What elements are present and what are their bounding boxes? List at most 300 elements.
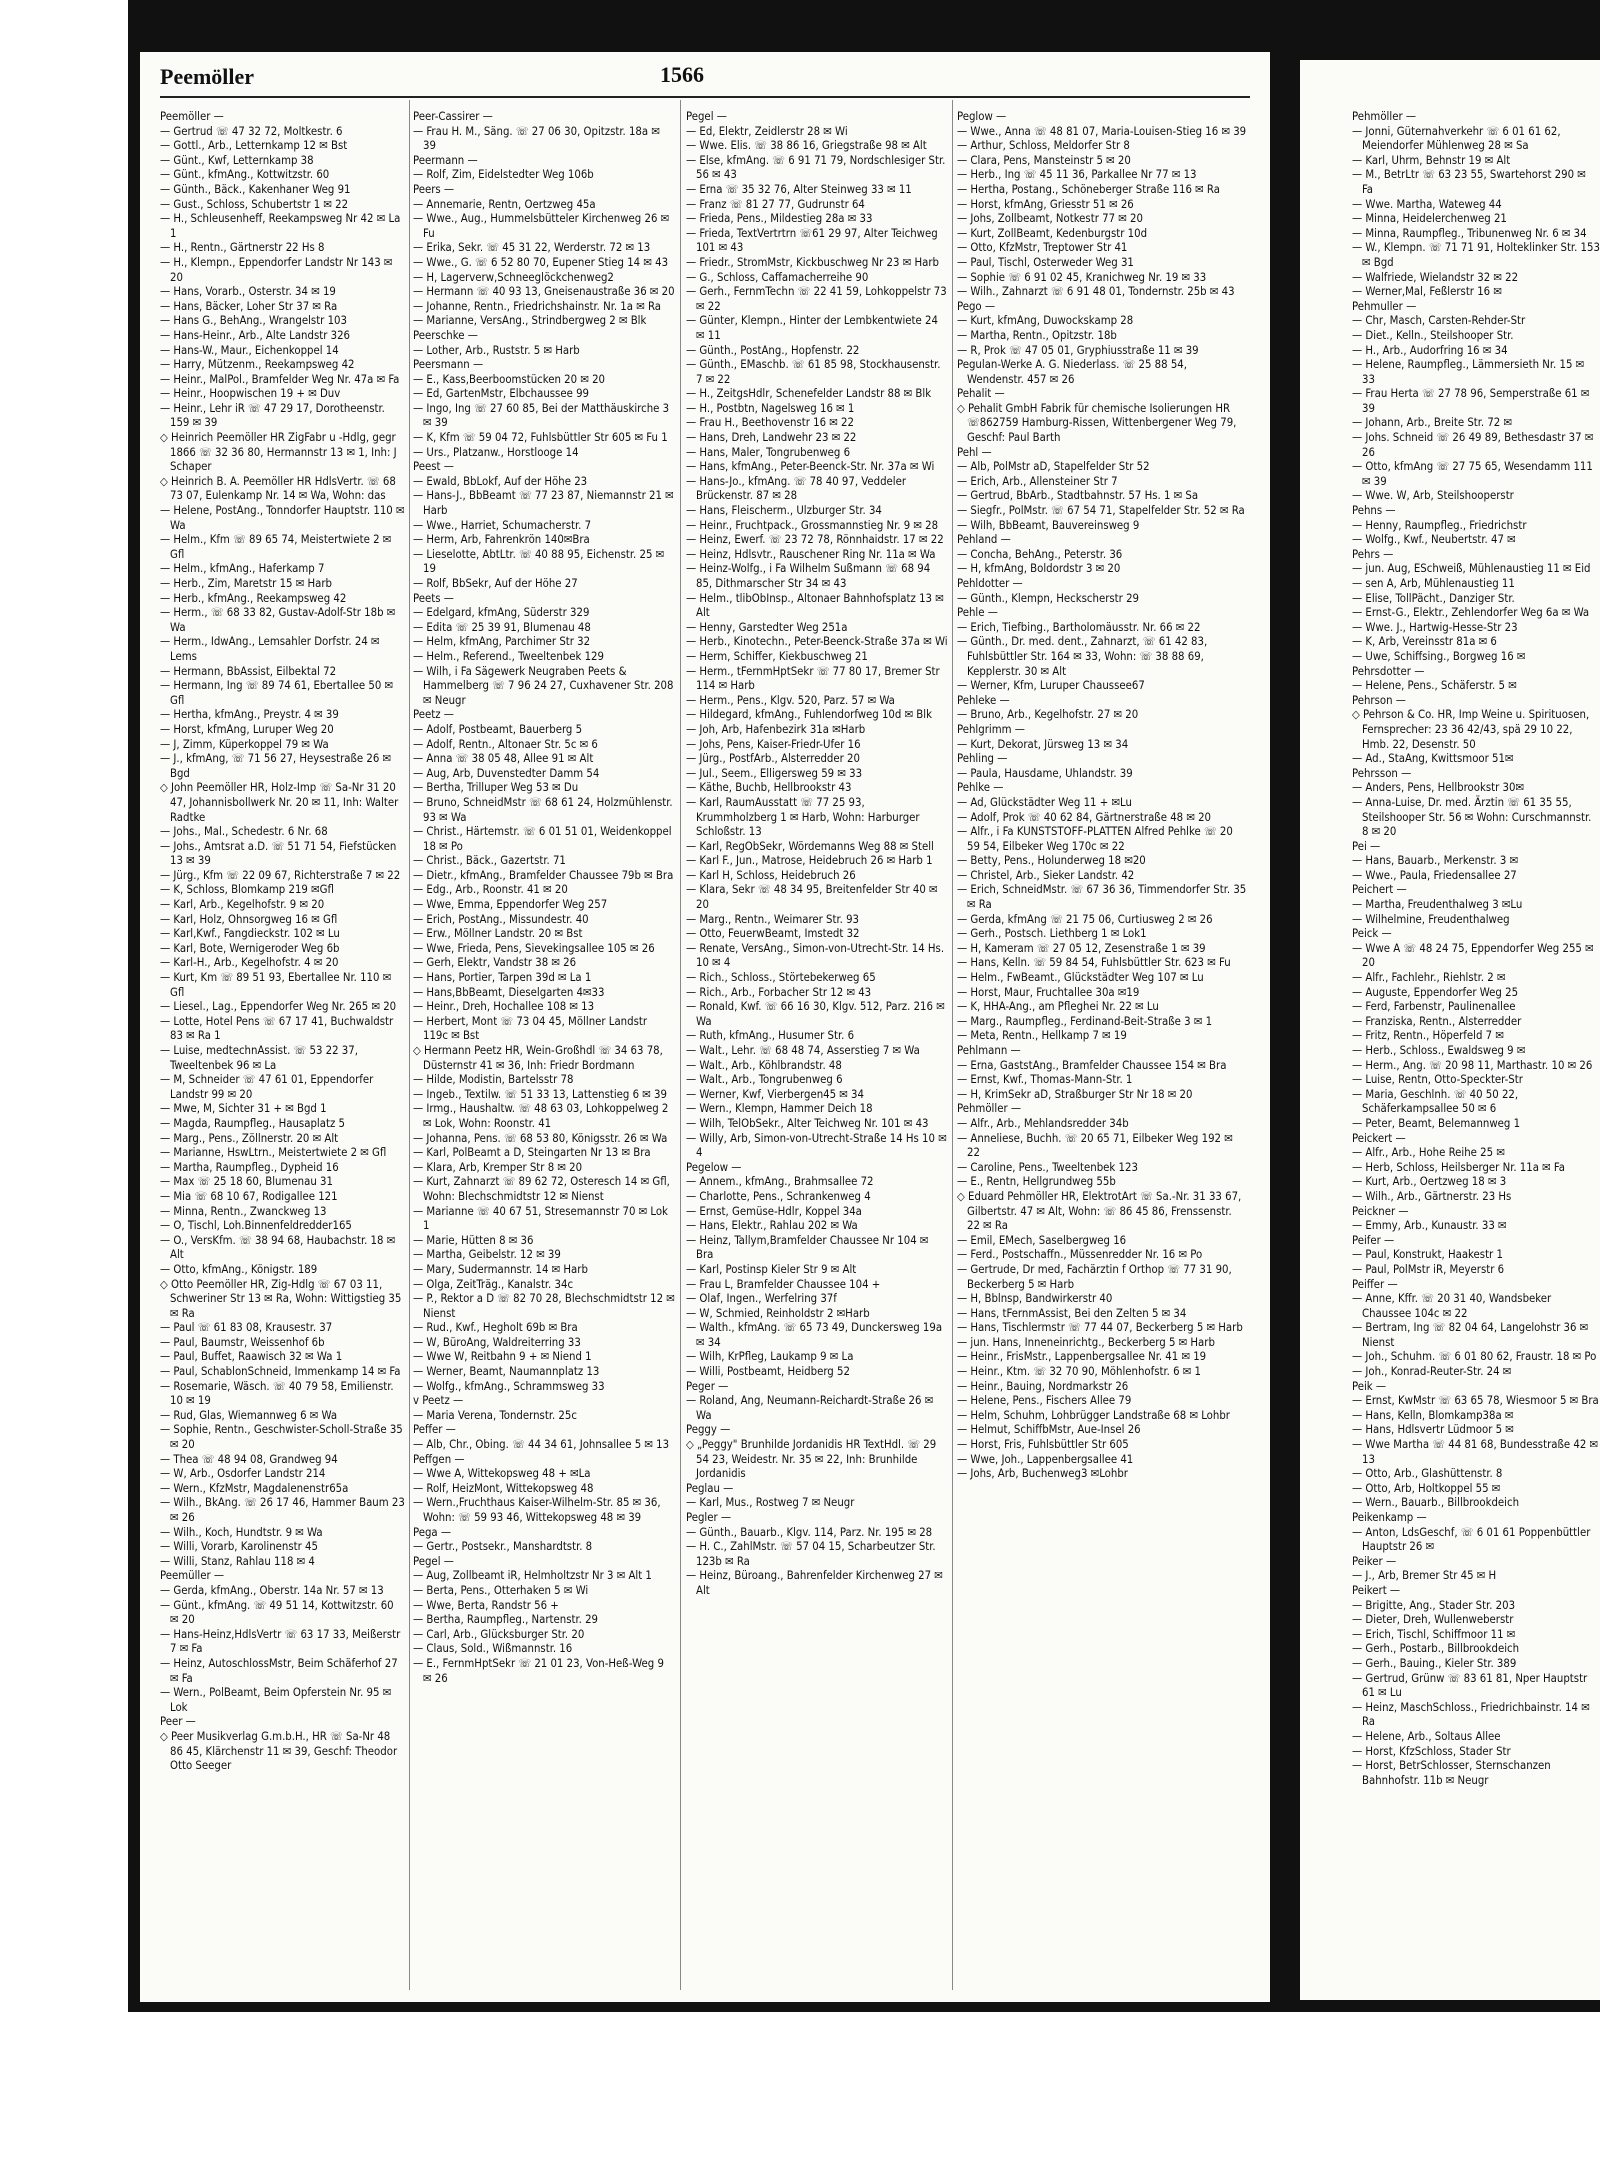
directory-entry: — Herb., Schloss., Ewaldsweg 9 ✉	[1352, 1044, 1526, 1057]
directory-entry: ◇ Otto Peemöller HR, Zig-Hdlg ☏ 67 03 11, Schweriner Str 13 ✉ Ra, Wohn: Wittigstieg 35 ✉ Ra	[160, 1277, 402, 1320]
directory-entry: — Franz ☏ 81 27 77, Gudrunstr 64	[686, 197, 865, 211]
directory-entry: — Erw., Möllner Landstr. 20 ✉ Bst	[413, 927, 583, 941]
directory-entry: — Elise, TollPächt., Danziger Str.	[1352, 591, 1515, 605]
directory-entry: — Wwe., Harriet, Schumacherstr. 7	[413, 518, 592, 532]
directory-entry: — Adolf, Prok ☏ 40 62 84, Gärtnerstraße 48 ✉ 20	[957, 810, 1212, 824]
directory-entry: — Gertrude, Dr med, Fachärztin f Orthop ☏ 77 31 90, Beckerberg 5 ✉ Harb	[957, 1262, 1232, 1291]
directory-entry: — Christ., Härtemstr. ☏ 6 01 51 01, Weidenkoppel 18 ✉ Po	[413, 825, 672, 853]
directory-entry: — Wilh., Koch, Hundtstr. 9 ✉ Wa	[160, 1525, 323, 1539]
directory-entry: — Wilh, i Fa Sägewerk Neugraben Peets & Hammelberg ☏ 7 96 24 27, Cuxhavener Str. 208 ✉ Neugr	[413, 664, 674, 707]
directory-entry: — jun. Hans, Inneneinrichtg., Beckerberg 5 ✉ Harb	[957, 1335, 1215, 1349]
column-divider	[952, 100, 953, 1990]
directory-entry: — Concha, BehAng., Peterstr. 36	[957, 547, 1123, 561]
directory-entry: — Max ☏ 25 18 60, Blumenau 31	[160, 1175, 333, 1189]
directory-entry: — K, Kfm ☏ 59 04 72, Fuhlsbüttler Str 605 ✉ Fu 1	[413, 431, 668, 445]
directory-entry: — Paul, Konstrukt, Haakestr 1	[1352, 1248, 1503, 1262]
directory-entry: — Hans, Maler, Tongrubenweg 6	[686, 445, 851, 459]
directory-entry: — Karl F., Jun., Matrose, Heidebruch 26 ✉ Harb 1	[686, 854, 933, 868]
directory-entry: Pehle —	[957, 606, 998, 620]
directory-entry: — Hans, Kelln, Blomkamp38a ✉	[1352, 1408, 1514, 1422]
directory-entry: — Alfr., Arb., Hohe Reihe 25 ✉	[1352, 1146, 1505, 1160]
directory-entry: — Olga, ZeitTräg., Kanalstr. 34c	[413, 1277, 574, 1291]
directory-entry: — Ruth, kfmAng., Husumer Str. 6	[686, 1029, 855, 1043]
directory-entry: — Erika, Sekr. ☏ 45 31 22, Werderstr. 72 ✉ 13	[413, 241, 651, 255]
directory-entry: — Ad, Glückstädter Weg 11 + ✉Lu	[957, 795, 1132, 809]
directory-entry: — Walfriede, Wielandstr 32 ✉ 22	[1352, 270, 1519, 284]
directory-entry: Pehns —	[1352, 504, 1396, 518]
directory-entry: — Helm., kfmAng., Haferkamp 7	[160, 562, 325, 576]
directory-entry: Peersmann —	[413, 358, 484, 372]
directory-entry: ◇ „Peggy" Brunhilde Jordanidis HR TextHdl. ☏ 29 54 23, Weidestr. Nr. 35 ✉ 22, Inh: Brunhilde Jordanidis	[686, 1438, 937, 1481]
directory-entry: — Bertha, Raumpfleg., Nartenstr. 29	[413, 1613, 599, 1627]
directory-entry: — Hans, Fleischerm., Ulzburger Str. 34	[686, 504, 882, 518]
directory-entry: — Otto, kfmAng ☏ 27 75 65, Wesendamm 111 ✉ 39	[1352, 460, 1593, 488]
directory-entry: — Luise, medtechnAssist. ☏ 53 22 37, Tweeltenbek 96 ✉ La	[160, 1044, 358, 1072]
directory-entry: — Mwe, M, Sichter 31 + ✉ Bgd 1	[160, 1102, 327, 1116]
directory-entry: — Wwe. Martha, Wateweg 44	[1352, 197, 1502, 211]
directory-entry: — Kurt, Zahnarzt ☏ 89 62 72, Osteresch 14 ✉ Gfl, Wohn: Blechschmidtstr 12 ✉ Nienst	[413, 1175, 670, 1203]
directory-entry: Pehland —	[957, 533, 1011, 547]
directory-entry: — Luise, Rentn, Otto-Speckter-Str	[1352, 1073, 1523, 1087]
directory-entry: — Magda, Raumpfleg., Hausaplatz 5	[160, 1116, 345, 1130]
directory-entry: — Werner, Kfm, Luruper Chaussee67	[957, 679, 1145, 693]
directory-entry: — Aug, Arb, Duvenstedter Damm 54	[413, 766, 600, 780]
directory-entry: — Johs., Mal., Schedestr. 6 Nr. 68	[160, 825, 328, 839]
directory-entry: — Hans-Heinz,HdlsVertr ☏ 63 17 33, Meißerstr 7 ✉ Fa	[160, 1627, 401, 1656]
directory-entry: — Renate, VersAng., Simon-von-Utrecht-Str. 14 Hs. 10 ✉ 4	[686, 941, 945, 970]
directory-entry: — Horst, kfmAng, Luruper Weg 20	[160, 722, 334, 736]
directory-entry: — Marianne, VersAng., Strindbergweg 2 ✉ Blk	[413, 314, 647, 328]
directory-entry: — Wwe., Paula, Friedensallee 27	[1352, 868, 1517, 882]
directory-entry: — Karl, Postinsp Kieler Str 9 ✉ Alt	[686, 1262, 857, 1276]
directory-entry: — O., VersKfm. ☏ 38 94 68, Haubachstr. 18 ✉ Alt	[160, 1233, 396, 1262]
directory-entry: — Bruno, SchneidMstr ☏ 68 61 24, Holzmühlenstr. 93 ✉ Wa	[413, 795, 673, 824]
directory-entry: — Herm., Ang. ☏ 20 98 11, Marthastr. 10 ✉ 26	[1352, 1058, 1593, 1072]
directory-entry: — Gottl., Arb., Letternkamp 12 ✉ Bst	[160, 139, 348, 153]
directory-entry: — Wwe, Berta, Randstr 56 +	[413, 1598, 559, 1612]
directory-entry: — Charlotte, Pens., Schrankenweg 4	[686, 1189, 871, 1203]
directory-entry: — Christel, Arb., Sieker Landstr. 42	[957, 868, 1135, 882]
column-divider	[680, 100, 681, 1990]
directory-entry: — Karl, Mus., Rostweg 7 ✉ Neugr	[686, 1496, 855, 1510]
directory-entry: — Lother, Arb., Ruststr. 5 ✉ Harb	[413, 343, 580, 357]
directory-entry: — Jonni, Güternahverkehr ☏ 6 01 61 62, Meiendorfer Mühlenweg 28 ✉ Sa	[1352, 124, 1561, 153]
directory-entry: Pegulan-Werke A. G. Niederlass. ☏ 25 88 54, Wendenstr. 457 ✉ 26	[957, 358, 1187, 386]
directory-entry: — Wwe., Anna ☏ 48 81 07, Maria-Louisen-Stieg 16 ✉ 39	[957, 124, 1247, 138]
directory-entry: — Heinr., MalPol., Bramfelder Weg Nr. 47a ✉ Fa	[160, 372, 400, 386]
directory-entry: — Heinz, Ewerf. ☏ 23 72 78, Rönnhaidstr. 17 ✉ 22	[686, 533, 944, 547]
directory-entry: — Wern., PolBeamt, Beim Opferstein Nr. 95 ✉ Lok	[160, 1686, 392, 1714]
directory-entry: — Wilh., Zahnarzt ☏ 6 91 48 01, Tondernstr. 25b ✉ 43	[957, 285, 1235, 299]
directory-entry: — Ernst-G., Elektr., Zehlendorfer Weg 6a ✉ Wa	[1352, 606, 1590, 620]
directory-entry: — Helmut, SchiffbMstr, Aue-Insel 26	[957, 1423, 1141, 1437]
directory-entry: — Heinz, MaschSchloss., Friedrichbainstr. 14 ✉ Ra	[1352, 1700, 1590, 1729]
directory-entry: — Rolf, BbSekr, Auf der Höhe 27	[413, 577, 578, 590]
directory-entry: Peglau —	[686, 1481, 734, 1495]
directory-entry: — Helm., Kfm ☏ 89 65 74, Meistertwiete 2 ✉ Gfl	[160, 533, 392, 561]
directory-entry: — W, Arb., Osdorfer Landstr 214	[160, 1467, 326, 1481]
directory-entry: Pega —	[413, 1525, 452, 1539]
directory-entry: — Heinr., Fruchtpack., Grossmannstieg Nr. 9 ✉ 28	[686, 518, 939, 532]
directory-entry: — Bertha, Trilluper Weg 53 ✉ Du	[413, 781, 579, 795]
directory-entry: — Carl, Arb., Glücksburger Str. 20	[413, 1627, 585, 1641]
directory-entry: — Rich., Arb., Forbacher Str 12 ✉ 43	[686, 985, 872, 999]
directory-entry: — Ronald, Kwf. ☏ 66 16 30, Klgv. 512, Parz. 216 ✉ Wa	[686, 1000, 945, 1028]
directory-entry: — Wwe Martha ☏ 44 81 68, Bundesstraße 42 ✉ 13	[1352, 1438, 1599, 1466]
directory-entry: — Walt., Lehr. ☏ 68 48 74, Asserstieg 7 ✉ Wa	[686, 1044, 920, 1057]
directory-entry: — Herm., IdwAng., Lemsahler Dorfstr. 24 ✉ Lems	[160, 635, 380, 663]
directory-entry: — Hans, Bäcker, Loher Str 37 ✉ Ra	[160, 299, 338, 313]
directory-entry: — Karl,Kwf., Fangdieckstr. 102 ✉ Lu	[160, 927, 340, 941]
directory-entry: — Heinz-Wolfg., i Fa Wilhelm Sußmann ☏ 68 94 85, Dithmarscher Str 34 ✉ 43	[686, 562, 931, 590]
directory-entry: — Hans, Tischlermstr ☏ 77 44 07, Beckerberg 5 ✉ Harb	[957, 1321, 1243, 1335]
directory-entry: Pehrson —	[1352, 693, 1406, 707]
directory-entry: — Frau H. M., Säng. ☏ 27 06 30, Opitzstr. 18a ✉ 39	[413, 124, 660, 153]
directory-entry: — Hans, Dreh, Landwehr 23 ✉ 22	[686, 431, 857, 445]
scan-margin-left	[0, 0, 128, 2177]
directory-entry: Peger —	[686, 1379, 729, 1393]
directory-entry: — Henny, Garstedter Weg 251a	[686, 620, 848, 634]
directory-entry: — Emil, EMech, Saselbergweg 16	[957, 1233, 1127, 1247]
directory-entry: — Helene, Pens., Fischers Allee 79	[957, 1394, 1132, 1408]
directory-entry: — O, Tischl, Loh.Binnenfeldredder165	[160, 1219, 352, 1233]
directory-entry: — Otto, KfzMstr, Treptower Str 41	[957, 241, 1128, 255]
directory-entry: — Wilh, TelObSekr., Alter Teichweg Nr. 101 ✉ 43	[686, 1116, 929, 1130]
directory-entry: — Hans, Kelln. ☏ 59 84 54, Fuhlsbüttler Str. 623 ✉ Fu	[957, 956, 1231, 970]
directory-entry: — Mary, Sudermannstr. 14 ✉ Harb	[413, 1262, 588, 1276]
directory-entry: — Gertrud, Grünw ☏ 83 61 81, Nper Hauptstr 61 ✉ Lu	[1352, 1671, 1588, 1700]
directory-entry: — Wern., Klempn, Hammer Deich 18	[686, 1102, 873, 1116]
directory-entry: — Anneliese, Buchh. ☏ 20 65 71, Eilbeker Weg 192 ✉ 22	[957, 1131, 1233, 1160]
directory-entry: — Urs., Platzanw., Horstlooge 14	[413, 445, 579, 459]
directory-column-4	[957, 110, 1247, 1990]
directory-entry: — Erna, GaststAng., Bramfelder Chaussee 154 ✉ Bra	[957, 1058, 1227, 1072]
directory-entry: — Erna ☏ 35 32 76, Alter Steinweg 33 ✉ 11	[686, 182, 912, 196]
directory-entry: — Günth., Bauarb., Klgv. 114, Parz. Nr. 195 ✉ 28	[686, 1525, 933, 1539]
directory-entry: — Hans,BbBeamt, Dieselgarten 4✉33	[413, 985, 605, 999]
directory-entry: Peiffer —	[1352, 1277, 1398, 1291]
directory-entry: Pei —	[1352, 839, 1381, 853]
directory-entry: — Emmy, Arb., Kunaustr. 33 ✉	[1352, 1219, 1507, 1233]
directory-entry: — Wwe., G. ☏ 6 52 80 70, Eupener Stieg 14 ✉ 43	[413, 255, 669, 269]
directory-entry: — Günth., EMaschb. ☏ 61 85 98, Stockhausenstr. 7 ✉ 22	[686, 358, 941, 386]
directory-entry: Peest —	[413, 460, 454, 474]
directory-entry: — Betty, Pens., Holunderweg 18 ✉20	[957, 854, 1146, 868]
directory-entry: — Otto, FeuerwBeamt, Imstedt 32	[686, 927, 860, 941]
directory-entry: — Alfr., Fachlehr., Riehlstr. 2 ✉	[1352, 971, 1506, 985]
directory-entry: — Käthe, Buchb, Hellbrookstr 43	[686, 781, 852, 795]
directory-entry: — Otto, Arb., Glashüttenstr. 8	[1352, 1467, 1503, 1481]
directory-entry: Pehrs —	[1352, 547, 1394, 561]
directory-entry: — Lieselotte, AbtLtr. ☏ 40 88 95, Eichenstr. 25 ✉ 19	[413, 547, 665, 576]
directory-entry: — Hans, Vorarb., Osterstr. 34 ✉ 19	[160, 285, 336, 299]
directory-entry: — Wwe. Elis. ☏ 38 86 16, Griegstraße 98 ✉ Alt	[686, 139, 927, 153]
directory-entry: — Friedr., StromMstr, Kickbuschweg Nr 23 ✉ Harb	[686, 255, 939, 269]
directory-entry: — H, KrimSekr aD, Straßburger Str Nr 18 ✉ 20	[957, 1087, 1193, 1101]
directory-entry: — Johs. Schneid ☏ 26 49 89, Bethesdastr 37 ✉ 26	[1352, 431, 1594, 459]
directory-entry: — Hilde, Modistin, Bartelsstr 78	[413, 1073, 574, 1087]
directory-entry: — Hermann, BbAssist, Eilbektal 72	[160, 664, 337, 678]
directory-entry: — Paul, PolMstr iR, Meyerstr 6	[1352, 1262, 1505, 1276]
directory-entry: — W., Klempn. ☏ 71 71 91, Holteklinker Str. 153 ✉ Bgd	[1352, 241, 1600, 269]
directory-entry: — Günt., Kwf, Letternkamp 38	[160, 153, 314, 167]
directory-entry: v Peetz —	[413, 1394, 464, 1408]
directory-entry: — Ad., StaAng, Kwittsmoor 51✉	[1352, 752, 1514, 766]
directory-entry: — Bruno, Arb., Kegelhofstr. 27 ✉ 20	[957, 708, 1139, 722]
directory-entry: — Karl, Arb., Kegelhofstr. 9 ✉ 20	[160, 898, 325, 912]
directory-entry: — Heinr., Lehr iR ☏ 47 29 17, Dorotheenstr. 159 ✉ 39	[160, 401, 385, 430]
directory-entry: — Auguste, Eppendorfer Weg 25	[1352, 985, 1519, 999]
directory-entry: — Günth., Bäck., Kakenhaner Weg 91	[160, 182, 351, 196]
directory-entry: — Günth., PostAng., Hopfenstr. 22	[686, 343, 860, 357]
directory-entry: — Wolfg., kfmAng., Schrammsweg 33	[413, 1379, 605, 1393]
directory-entry: — Lotte, Hotel Pens ☏ 67 17 41, Buchwaldstr 83 ✉ Ra 1	[160, 1014, 394, 1043]
directory-entry: — Hertha, kfmAng., Preystr. 4 ✉ 39	[160, 708, 339, 722]
directory-entry: — Martha, Geibelstr. 12 ✉ 39	[413, 1248, 561, 1262]
directory-entry: — Ferd., Postschaffn., Müssenredder Nr. 16 ✉ Po	[957, 1248, 1203, 1262]
directory-entry: — Wilh, BbBeamt, Bauvereinsweg 9	[957, 518, 1140, 532]
directory-entry: — Herm., tFernmHptSekr ☏ 77 80 17, Bremer Str 114 ✉ Harb	[686, 664, 940, 693]
directory-entry: — Marg., Raumpfleg., Ferdinand-Beit-Straße 3 ✉ 1	[957, 1014, 1213, 1028]
directory-entry: — Rosemarie, Wäsch. ☏ 40 79 58, Emilienstr. 10 ✉ 19	[160, 1379, 394, 1408]
directory-entry: Peggy —	[686, 1423, 731, 1437]
directory-entry: — E., Kass,Beerboomstücken 20 ✉ 20	[413, 372, 605, 386]
directory-entry: — Hans, kfmAng., Peter-Beenck-Str. Nr. 37a ✉ Wi	[686, 460, 935, 474]
directory-entry: Peickner —	[1352, 1204, 1409, 1218]
running-head: Peemöller	[160, 64, 255, 89]
directory-entry: — Johs, Zollbeamt, Notkestr 77 ✉ 20	[957, 212, 1143, 226]
directory-entry: Peikert —	[1352, 1583, 1401, 1597]
directory-entry: — Wolfg., Kwf., Neubertstr. 47 ✉	[1352, 533, 1516, 547]
directory-entry: — H, Kameram ☏ 27 05 12, Zesenstraße 1 ✉ 39	[957, 941, 1206, 955]
directory-entry: — Helene, Pens., Schäferstr. 5 ✉	[1352, 679, 1517, 693]
directory-entry: — J., Arb, Bremer Str 45 ✉ H	[1352, 1569, 1497, 1583]
directory-entry: — Ernst, Kwf., Thomas-Mann-Str. 1	[957, 1073, 1133, 1087]
directory-entry: — Helene, Raumpfleg., Lämmersieth Nr. 15 ✉ 33	[1352, 358, 1585, 386]
directory-entry: — Siegfr., PolMstr. ☏ 67 54 71, Stapelfelder Str. 52 ✉ Ra	[957, 504, 1245, 518]
directory-entry: ◇ John Peemöller HR, Holz-Imp ☏ Sa-Nr 31 20 47, Johannisbollwerk Nr. 20 ✉ 11, Inh: Walter Radtke	[160, 781, 399, 824]
directory-entry: — Ernst, Gemüse-Hdlr, Koppel 34a	[686, 1204, 862, 1218]
directory-entry: ◇ Heinrich B. A. Peemöller HR HdlsVertr. ☏ 68 73 07, Eulenkamp Nr. 14 ✉ Wa, Wohn: das	[160, 474, 396, 503]
directory-entry: — Ingo, Ing ☏ 27 60 85, Bei der Matthäuskirche 3 ✉ 39	[413, 401, 670, 430]
directory-entry: — Rich., Schloss., Störtebekerweg 65	[686, 971, 876, 985]
directory-entry: — K, Schloss, Blomkamp 219 ✉Gfl	[160, 883, 334, 897]
directory-entry: — Paul, Tischl, Osterweder Weg 31	[957, 255, 1134, 269]
directory-column-2	[413, 110, 675, 1990]
directory-entry: — Heinz, Büroang., Bahrenfelder Kirchenweg 27 ✉ Alt	[686, 1569, 943, 1597]
directory-entry: — Hans, Bauarb., Merkenstr. 3 ✉	[1352, 854, 1519, 868]
directory-entry: ◇ Heinrich Peemöller HR ZigFabr u -Hdlg, gegr 1866 ☏ 32 36 80, Hermannstr 13 ✉ 1, Inh: J Schaper	[160, 431, 397, 474]
directory-entry: — Helene, PostAng., Tonndorfer Hauptstr. 110 ✉ Wa	[160, 504, 405, 532]
directory-entry: — K, Arb, Vereinsstr 81a ✉ 6	[1352, 635, 1497, 649]
directory-entry: — Paul, SchablonSchneid, Immenkamp 14 ✉ Fa	[160, 1365, 401, 1379]
directory-entry: — Diet., Kelln., Steilshooper Str.	[1352, 328, 1514, 342]
directory-entry: — Franziska, Rentn., Alsterredder	[1352, 1014, 1522, 1028]
directory-entry: — Hertha, Postang., Schöneberger Straße 116 ✉ Ra	[957, 182, 1220, 196]
directory-entry: — Hermann, Ing ☏ 89 74 61, Ebertallee 50 ✉ Gfl	[160, 679, 394, 707]
directory-entry: Peiker —	[1352, 1554, 1397, 1568]
directory-entry: — Hildegard, kfmAng., Fuhlendorfweg 10d ✉ Blk	[686, 708, 932, 722]
directory-entry: — Sophie ☏ 6 91 02 45, Kranichweg Nr. 19 ✉ 33	[957, 270, 1207, 284]
directory-entry: Pehlmann —	[957, 1044, 1021, 1057]
directory-entry: — Gerda, kfmAng ☏ 21 75 06, Curtiusweg 2 ✉ 26	[957, 912, 1213, 926]
directory-entry: — Ferd, Farbenstr, Paulinenallee	[1352, 1000, 1516, 1014]
directory-entry: — Fritz, Rentn., Höperfeld 7 ✉	[1352, 1029, 1504, 1043]
directory-entry: — Martha, Freudenthalweg 3 ✉Lu	[1352, 898, 1523, 912]
directory-entry: — Martha, Raumpfleg., Dypheid 16	[160, 1160, 339, 1174]
directory-entry: Peifer —	[1352, 1233, 1395, 1247]
directory-entry: — Willy, Arb, Simon-von-Utrecht-Straße 14 Hs 10 ✉ 4	[686, 1131, 947, 1160]
directory-entry: — J., kfmAng, ☏ 71 56 27, Heysestraße 26 ✉ Bgd	[160, 752, 392, 780]
directory-entry: — Anders, Pens, Hellbrookstr 30✉	[1352, 781, 1524, 795]
directory-entry: — Willi, Stanz, Rahlau 118 ✉ 4	[160, 1554, 315, 1568]
directory-entry: — Helm, kfmAng, Parchimer Str 32	[413, 635, 591, 649]
directory-entry: ◇ Eduard Pehmöller HR, ElektrotArt ☏ Sa.-Nr. 31 33 67, Gilbertstr. 47 ✉ Alt, Wohn: ☏ 86 45 86, Frenssenstr. 22 ✉ Ra	[957, 1189, 1242, 1233]
directory-entry: — Adolf, Postbeamt, Bauerberg 5	[413, 722, 583, 736]
directory-entry: — Berta, Pens., Otterhaken 5 ✉ Wi	[413, 1583, 589, 1597]
directory-entry: Pehmuller —	[1352, 299, 1417, 313]
directory-entry: Pehrsson —	[1352, 766, 1412, 780]
directory-entry: — P., Rektor a D ☏ 82 70 28, Blechschmidtstr 12 ✉ Nienst	[413, 1292, 675, 1320]
directory-entry: — Hans-Jo., kfmAng. ☏ 78 40 97, Veddeler Brückenstr. 87 ✉ 28	[686, 474, 907, 503]
directory-entry: — Walth., kfmAng. ☏ 65 73 49, Dunckersweg 19a ✉ 34	[686, 1321, 943, 1349]
directory-entry: — Johanne, Rentn., Friedrichshainstr. Nr. 1a ✉ Ra	[413, 299, 661, 313]
directory-entry: — Gerda, kfmAng., Oberstr. 14a Nr. 57 ✉ 13	[160, 1583, 384, 1597]
directory-entry: Peick —	[1352, 927, 1392, 941]
directory-entry: Peets —	[413, 591, 454, 605]
directory-entry: — Christ., Bäck., Gazertstr. 71	[413, 854, 566, 868]
directory-entry: — E., FernmHptSekr ☏ 21 01 23, Von-Heß-Weg 9 ✉ 26	[413, 1656, 664, 1685]
directory-entry: — Ed, Elektr, Zeidlerstr 28 ✉ Wi	[686, 124, 848, 138]
directory-entry: — K, HHA-Ang., am Pfleghei Nr. 22 ✉ Lu	[957, 1000, 1159, 1014]
directory-entry: — M., BetrLtr ☏ 63 23 55, Swartehorst 290 ✉ Fa	[1352, 168, 1586, 196]
directory-entry: — Marg., Pens., Zöllnerstr. 20 ✉ Alt	[160, 1131, 339, 1145]
directory-entry: Pehlgrimm —	[957, 722, 1025, 736]
directory-entry: — Jul., Seem., Elligersweg 59 ✉ 33	[686, 766, 863, 780]
directory-entry: — Wwe., Aug., Hummelsbütteler Kirchenweg 26 ✉ Fu	[413, 212, 670, 240]
directory-entry: Peikenkamp —	[1352, 1511, 1427, 1524]
directory-entry: — Herb., kfmAng., Reekampsweg 42	[160, 591, 347, 605]
directory-entry: — Karl, RegObSekr, Wördemanns Weg 88 ✉ Stell	[686, 839, 934, 853]
directory-entry: — Heinr., Dreh, Hochallee 108 ✉ 13	[413, 1000, 595, 1014]
directory-entry: — Annemarie, Rentn, Oertzweg 45a	[413, 197, 596, 211]
directory-entry: Peer —	[160, 1715, 196, 1729]
directory-entry: Peer-Cassirer —	[413, 110, 493, 123]
directory-entry: — R, Prok ☏ 47 05 01, Gryphiusstraße 11 ✉ 39	[957, 343, 1199, 357]
directory-entry: — Herm, Arb, Fahrenkrön 140✉Bra	[413, 533, 590, 547]
directory-entry: — Werner, Beamt, Naumannplatz 13	[413, 1365, 600, 1379]
directory-entry: — Frieda, TextVertrtrn ☏61 29 97, Alter Teichweg 101 ✉ 43	[686, 226, 938, 255]
directory-entry: — Adolf, Rentn., Altonaer Str. 5c ✉ 6	[413, 737, 598, 751]
directory-entry: — Wwe. J., Hartwig-Hesse-Str 23	[1352, 620, 1518, 634]
directory-entry: — W, BüroAng, Waldreiterring 33	[413, 1335, 581, 1349]
directory-entry: — Alb, Chr., Obing. ☏ 44 34 61, Johnsallee 5 ✉ 13	[413, 1438, 670, 1452]
directory-entry: — Erich, PostAng., Missundestr. 40	[413, 912, 589, 926]
directory-entry: — Ingeb., Textilw. ☏ 51 33 13, Lattenstieg 6 ✉ 39	[413, 1087, 667, 1101]
directory-entry: — Anton, LdsGeschf, ☏ 6 01 61 Poppenbüttler Hauptstr 26 ✉	[1352, 1525, 1591, 1554]
directory-entry: — E., Rentn, Hellgrundweg 55b	[957, 1175, 1116, 1189]
directory-column-3	[686, 110, 948, 1990]
directory-entry: Peemüller —	[160, 1569, 225, 1583]
directory-entry: — Minna, Rentn., Zwanckweg 13	[160, 1204, 327, 1218]
directory-entry: Pehmöller —	[957, 1102, 1022, 1116]
directory-entry: — Gerh., Bauing., Kieler Str. 389	[1352, 1656, 1517, 1670]
directory-entry: — Hans-Heinr., Arb., Alte Landstr 326	[160, 328, 351, 342]
directory-entry: — jun. Aug, ESchweiß, Mühlenaustieg 11 ✉ Eid	[1352, 562, 1591, 576]
directory-entry: — W, Schmied, Reinholdstr 2 ✉Harb	[686, 1306, 870, 1320]
directory-entry: — Kurt, Km ☏ 89 51 93, Ebertallee Nr. 110 ✉ Gfl	[160, 971, 392, 999]
directory-entry: — Uwe, Schiffsing., Borgweg 16 ✉	[1352, 649, 1526, 663]
directory-entry: Peermann —	[413, 153, 478, 167]
directory-entry: — Wilhelmine, Freudenthalweg	[1352, 912, 1510, 926]
directory-entry: — Wern., Bauarb., Billbrookdeich	[1352, 1496, 1520, 1510]
directory-entry: — Helm., FwBeamt., Glückstädter Weg 107 ✉ Lu	[957, 971, 1204, 985]
directory-entry: — Gertrud ☏ 47 32 72, Moltkestr. 6	[160, 124, 343, 138]
directory-entry: — Kurt, Dekorat, Jürsweg 13 ✉ 34	[957, 737, 1129, 751]
directory-entry: Pehmöller —	[1352, 110, 1417, 123]
directory-entry: — Horst, kfmAng, Griesstr 51 ✉ 26	[957, 197, 1134, 211]
directory-entry: — Heinz, AutoschlossMstr, Beim Schäferhof 27 ✉ Fa	[160, 1656, 398, 1685]
directory-entry: — Walt., Arb., Köhlbrandstr. 48	[686, 1058, 842, 1072]
directory-entry: ◇ Peer Musikverlag G.m.b.H., HR ☏ Sa-Nr 48 86 45, Klärchenstr 11 ✉ 39, Geschf: Theodor Otto Seeger	[160, 1729, 398, 1773]
directory-entry: — Herbert, Mont ☏ 73 04 45, Möllner Landstr 119c ✉ Bst	[413, 1014, 648, 1043]
directory-entry: — Olaf, Ingen., Werfelring 37f	[686, 1292, 837, 1306]
directory-entry: — Wern.,Fruchthaus Kaiser-Wilhelm-Str. 85 ✉ 36, Wohn: ☏ 59 93 46, Wittekopsweg 48 ✉ 39	[413, 1496, 661, 1524]
directory-entry: — Brigitte, Ang., Stader Str. 203	[1352, 1598, 1516, 1612]
directory-entry: — H, Bblnsp, Bandwirkerstr 40	[957, 1292, 1113, 1306]
directory-entry: — Rolf, HeizMont, Wittekopsweg 48	[413, 1481, 594, 1495]
directory-entry: — Claus, Sold., Wißmannstr. 16	[413, 1642, 573, 1656]
directory-entry: — Peter, Beamt, Belemannweg 1	[1352, 1116, 1521, 1130]
directory-entry: — Marianne, HswLtrn., Meistertwiete 2 ✉ Gfl	[160, 1146, 387, 1160]
directory-entry: Pehling —	[957, 752, 1008, 766]
directory-entry: — Wwe. W, Arb, Steilshooperstr	[1352, 489, 1514, 503]
directory-entry: — Willi, Vorarb, Karolinenstr 45	[160, 1540, 318, 1554]
directory-entry: — Günt., kfmAng. ☏ 49 51 14, Kottwitzstr. 60 ✉ 20	[160, 1598, 394, 1627]
directory-entry: — Herb, Schloss, Heilsberger Nr. 11a ✉ Fa	[1352, 1160, 1565, 1174]
directory-entry: — Marianne ☏ 40 67 51, Stresemannstr 70 ✉ Lok 1	[413, 1204, 668, 1233]
directory-entry: — Karl, RaumAusstatt ☏ 77 25 93, Krummholzberg 1 ✉ Harb, Wohn: Harburger Schloßstr. 13	[686, 795, 920, 839]
directory-entry: Peglow —	[957, 110, 1007, 123]
directory-entry: — Heinr., Ktm. ☏ 32 70 90, Möhlenhofstr. 6 ✉ 1	[957, 1365, 1201, 1379]
directory-entry: — Karl-H., Arb., Kegelhofstr. 4 ✉ 20	[160, 956, 339, 970]
directory-entry: — Maria, Geschlnh. ☏ 40 50 22, Schäferkampsallee 50 ✉ 6	[1352, 1087, 1519, 1116]
directory-entry: — Karl, Bote, Wernigeroder Weg 6b	[160, 941, 340, 955]
directory-entry: — Annem., kfmAng., Brahmsallee 72	[686, 1175, 874, 1189]
directory-entry: — Liesel., Lag., Eppendorfer Weg Nr. 265 ✉ 20	[160, 1000, 397, 1014]
directory-entry: — Caroline, Pens., Tweeltenbek 123	[957, 1160, 1138, 1174]
directory-entry: — Frieda, Pens., Mildestieg 28a ✉ 33	[686, 212, 873, 226]
directory-entry: — Walt., Arb., Tongrubenweg 6	[686, 1073, 843, 1087]
directory-entry: — Karl, PolBeamt a D, Steingarten Nr 13 ✉ Bra	[413, 1146, 651, 1160]
directory-entry: — Herb., Ing ☏ 45 11 36, Parkallee Nr 77 ✉ 13	[957, 168, 1197, 182]
directory-entry: Pegel —	[413, 1554, 454, 1568]
directory-entry: — Wilh., Arb., Gärtnerstr. 23 Hs	[1352, 1189, 1512, 1203]
directory-entry: — Johs, Pens, Kaiser-Friedr-Ufer 16	[686, 737, 861, 751]
directory-entry: ◇ Pehalit GmbH Fabrik für chemische Isolierungen HR ☏862759 Hamburg-Rissen, Wittenbergener Weg 79, Geschf: Paul Barth	[957, 401, 1237, 445]
directory-entry: — Herm., ☏ 68 33 82, Gustav-Adolf-Str 18b ✉ Wa	[160, 606, 396, 634]
directory-entry: — Erich, Arb., Allensteiner Str 7	[957, 474, 1118, 488]
directory-entry: — Horst, Maur, Fruchtallee 30a ✉19	[957, 985, 1140, 999]
directory-entry: — Heinz, Hdlsvtr., Rauschener Ring Nr. 11a ✉ Wa	[686, 547, 936, 561]
directory-entry: — Bertram, Ing ☏ 82 04 64, Langelohstr 36 ✉ Nienst	[1352, 1321, 1589, 1349]
directory-entry: — Rud, Glas, Wiemannweg 6 ✉ Wa	[160, 1408, 338, 1422]
page-number: 1566	[660, 62, 704, 87]
directory-entry: — Ewald, BbLokf, Auf der Höhe 23	[413, 474, 588, 488]
directory-entry: — Wwe, Emma, Eppendorfer Weg 257	[413, 898, 608, 912]
directory-entry: Peffgen —	[413, 1452, 465, 1466]
directory-entry: — Otto, Arb, Holtkoppel 55 ✉	[1352, 1481, 1501, 1495]
